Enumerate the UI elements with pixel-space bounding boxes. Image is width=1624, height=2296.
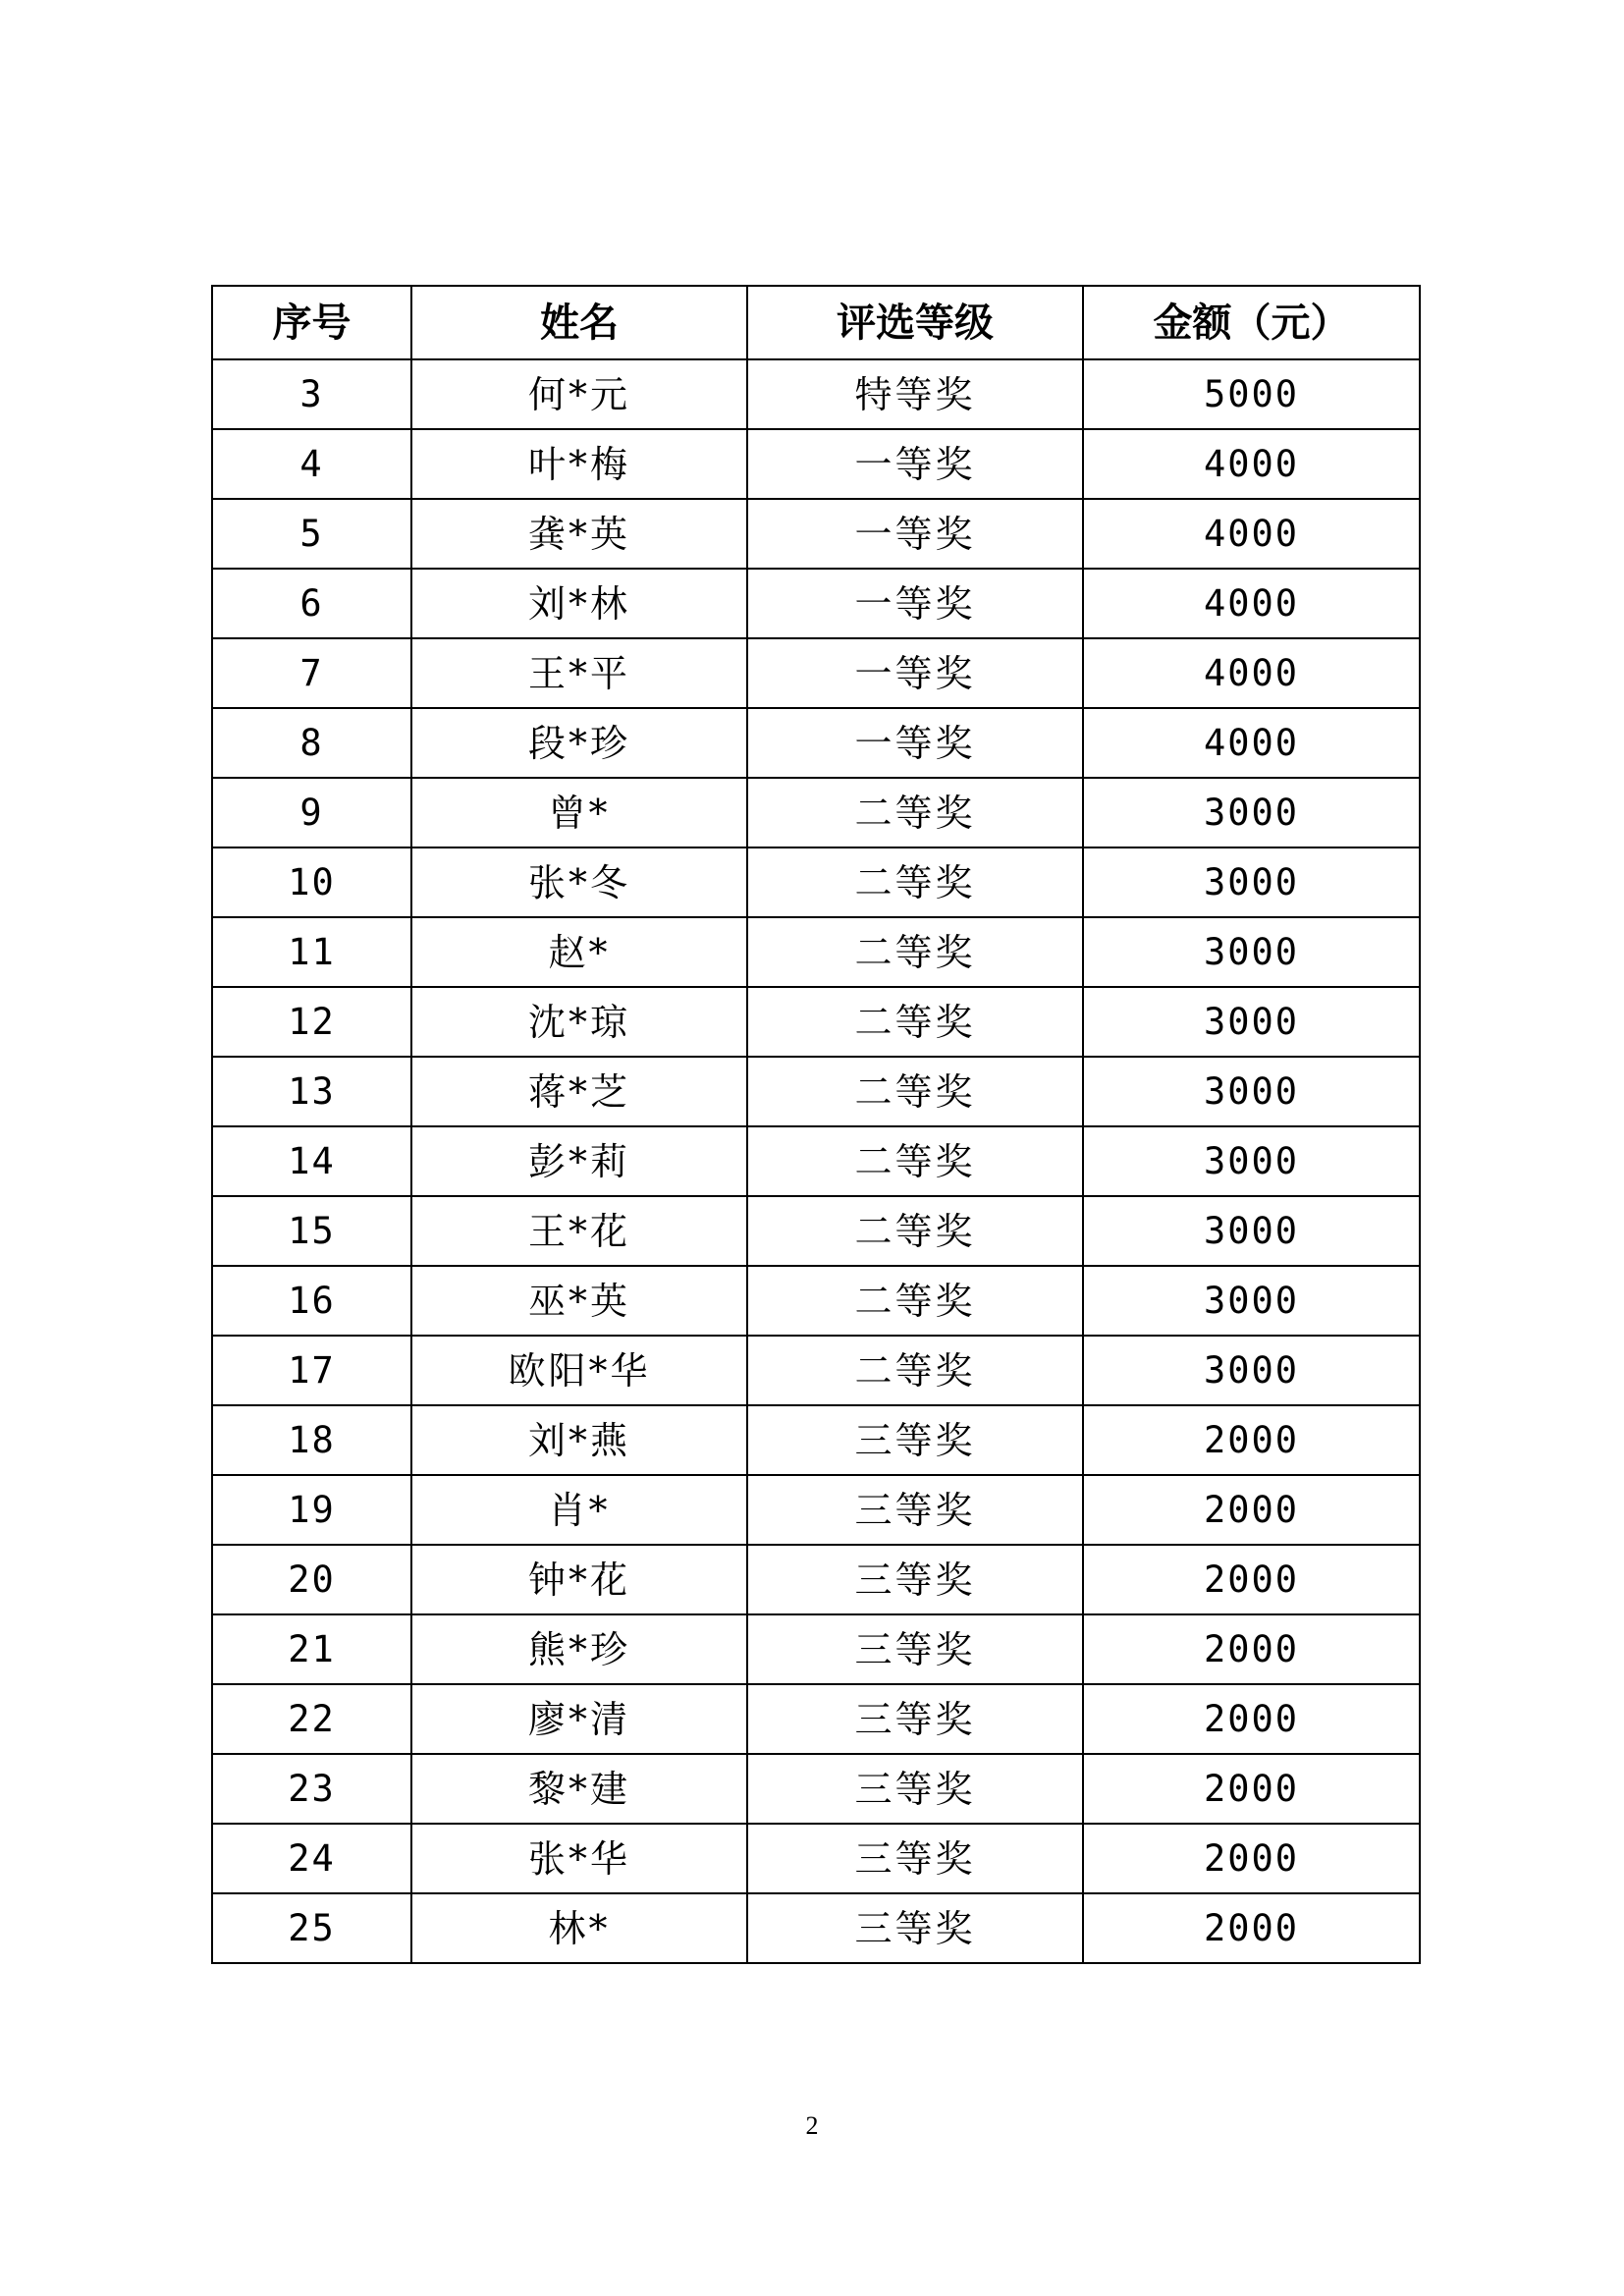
header-name: 姓名 — [411, 286, 747, 359]
cell-amount: 3000 — [1083, 847, 1420, 917]
cell-serial-number: 10 — [212, 847, 411, 917]
cell-award-level: 三等奖 — [747, 1475, 1083, 1545]
header-amount: 金额（元） — [1083, 286, 1420, 359]
cell-award-level: 二等奖 — [747, 1196, 1083, 1266]
cell-serial-number: 9 — [212, 778, 411, 847]
header-serial-number: 序号 — [212, 286, 411, 359]
cell-amount: 3000 — [1083, 1196, 1420, 1266]
cell-name: 龚*英 — [411, 499, 747, 569]
table-row — [212, 987, 1420, 1057]
cell-award-level: 特等奖 — [747, 359, 1083, 429]
cell-serial-number: 18 — [212, 1405, 411, 1475]
cell-serial-number: 20 — [212, 1545, 411, 1614]
table-row — [212, 1754, 1420, 1824]
cell-amount: 2000 — [1083, 1405, 1420, 1475]
table-row — [212, 778, 1420, 847]
cell-award-level: 二等奖 — [747, 1126, 1083, 1196]
cell-award-level: 二等奖 — [747, 1266, 1083, 1336]
table-row — [212, 1893, 1420, 1963]
award-table — [211, 285, 1421, 1964]
cell-award-level: 三等奖 — [747, 1754, 1083, 1824]
cell-award-level: 三等奖 — [747, 1893, 1083, 1963]
table-row — [212, 1545, 1420, 1614]
cell-award-level: 二等奖 — [747, 987, 1083, 1057]
cell-amount: 3000 — [1083, 1266, 1420, 1336]
cell-amount: 3000 — [1083, 987, 1420, 1057]
table-row — [212, 1475, 1420, 1545]
table-row — [212, 359, 1420, 429]
cell-award-level: 二等奖 — [747, 917, 1083, 987]
cell-award-level: 三等奖 — [747, 1545, 1083, 1614]
cell-serial-number: 12 — [212, 987, 411, 1057]
cell-serial-number: 7 — [212, 638, 411, 708]
cell-serial-number: 22 — [212, 1684, 411, 1754]
cell-award-level: 一等奖 — [747, 499, 1083, 569]
cell-name: 王*花 — [411, 1196, 747, 1266]
cell-name: 沈*琼 — [411, 987, 747, 1057]
cell-name: 廖*清 — [411, 1684, 747, 1754]
cell-award-level: 一等奖 — [747, 708, 1083, 778]
table-row — [212, 1266, 1420, 1336]
table-row — [212, 429, 1420, 499]
cell-name: 彭*莉 — [411, 1126, 747, 1196]
cell-name: 段*珍 — [411, 708, 747, 778]
cell-name: 熊*珍 — [411, 1614, 747, 1684]
cell-amount: 4000 — [1083, 429, 1420, 499]
cell-name: 赵* — [411, 917, 747, 987]
header-award-level: 评选等级 — [747, 286, 1083, 359]
cell-award-level: 一等奖 — [747, 569, 1083, 638]
cell-amount: 4000 — [1083, 499, 1420, 569]
cell-amount: 2000 — [1083, 1824, 1420, 1893]
cell-award-level: 二等奖 — [747, 1057, 1083, 1126]
cell-name: 何*元 — [411, 359, 747, 429]
table-body — [212, 359, 1420, 1963]
page-number: 2 — [805, 2111, 819, 2140]
cell-serial-number: 5 — [212, 499, 411, 569]
cell-serial-number: 14 — [212, 1126, 411, 1196]
cell-award-level: 三等奖 — [747, 1684, 1083, 1754]
cell-amount: 3000 — [1083, 1336, 1420, 1405]
cell-name: 刘*燕 — [411, 1405, 747, 1475]
cell-serial-number: 25 — [212, 1893, 411, 1963]
cell-serial-number: 17 — [212, 1336, 411, 1405]
cell-amount: 3000 — [1083, 778, 1420, 847]
cell-serial-number: 8 — [212, 708, 411, 778]
cell-serial-number: 15 — [212, 1196, 411, 1266]
cell-name: 黎*建 — [411, 1754, 747, 1824]
table-row — [212, 847, 1420, 917]
cell-name: 王*平 — [411, 638, 747, 708]
cell-name: 蒋*芝 — [411, 1057, 747, 1126]
cell-amount: 5000 — [1083, 359, 1420, 429]
cell-name: 林* — [411, 1893, 747, 1963]
cell-award-level: 三等奖 — [747, 1405, 1083, 1475]
table-row — [212, 1196, 1420, 1266]
table-row — [212, 1057, 1420, 1126]
cell-serial-number: 24 — [212, 1824, 411, 1893]
cell-serial-number: 16 — [212, 1266, 411, 1336]
cell-amount: 3000 — [1083, 1126, 1420, 1196]
cell-serial-number: 21 — [212, 1614, 411, 1684]
cell-name: 曾* — [411, 778, 747, 847]
cell-serial-number: 11 — [212, 917, 411, 987]
cell-amount: 3000 — [1083, 917, 1420, 987]
cell-award-level: 一等奖 — [747, 638, 1083, 708]
cell-amount: 4000 — [1083, 708, 1420, 778]
table-row — [212, 638, 1420, 708]
cell-amount: 2000 — [1083, 1754, 1420, 1824]
cell-serial-number: 19 — [212, 1475, 411, 1545]
table-row — [212, 499, 1420, 569]
table-row — [212, 1336, 1420, 1405]
cell-amount: 3000 — [1083, 1057, 1420, 1126]
cell-serial-number: 6 — [212, 569, 411, 638]
cell-name: 刘*林 — [411, 569, 747, 638]
cell-amount: 2000 — [1083, 1475, 1420, 1545]
cell-award-level: 二等奖 — [747, 778, 1083, 847]
cell-name: 欧阳*华 — [411, 1336, 747, 1405]
cell-award-level: 三等奖 — [747, 1614, 1083, 1684]
cell-serial-number: 4 — [212, 429, 411, 499]
cell-amount: 2000 — [1083, 1684, 1420, 1754]
cell-serial-number: 3 — [212, 359, 411, 429]
table-row — [212, 1824, 1420, 1893]
table-header-row — [212, 286, 1420, 359]
table-row — [212, 1405, 1420, 1475]
cell-amount: 2000 — [1083, 1614, 1420, 1684]
cell-name: 张*冬 — [411, 847, 747, 917]
cell-award-level: 一等奖 — [747, 429, 1083, 499]
table-row — [212, 1684, 1420, 1754]
cell-award-level: 三等奖 — [747, 1824, 1083, 1893]
cell-amount: 4000 — [1083, 638, 1420, 708]
cell-amount: 2000 — [1083, 1545, 1420, 1614]
table-row — [212, 917, 1420, 987]
cell-award-level: 二等奖 — [747, 1336, 1083, 1405]
cell-name: 肖* — [411, 1475, 747, 1545]
table-row — [212, 708, 1420, 778]
cell-name: 张*华 — [411, 1824, 747, 1893]
cell-serial-number: 23 — [212, 1754, 411, 1824]
cell-serial-number: 13 — [212, 1057, 411, 1126]
cell-amount: 2000 — [1083, 1893, 1420, 1963]
cell-name: 叶*梅 — [411, 429, 747, 499]
cell-name: 巫*英 — [411, 1266, 747, 1336]
table-row — [212, 569, 1420, 638]
cell-amount: 4000 — [1083, 569, 1420, 638]
table-row — [212, 1614, 1420, 1684]
table-row — [212, 1126, 1420, 1196]
cell-award-level: 二等奖 — [747, 847, 1083, 917]
cell-name: 钟*花 — [411, 1545, 747, 1614]
